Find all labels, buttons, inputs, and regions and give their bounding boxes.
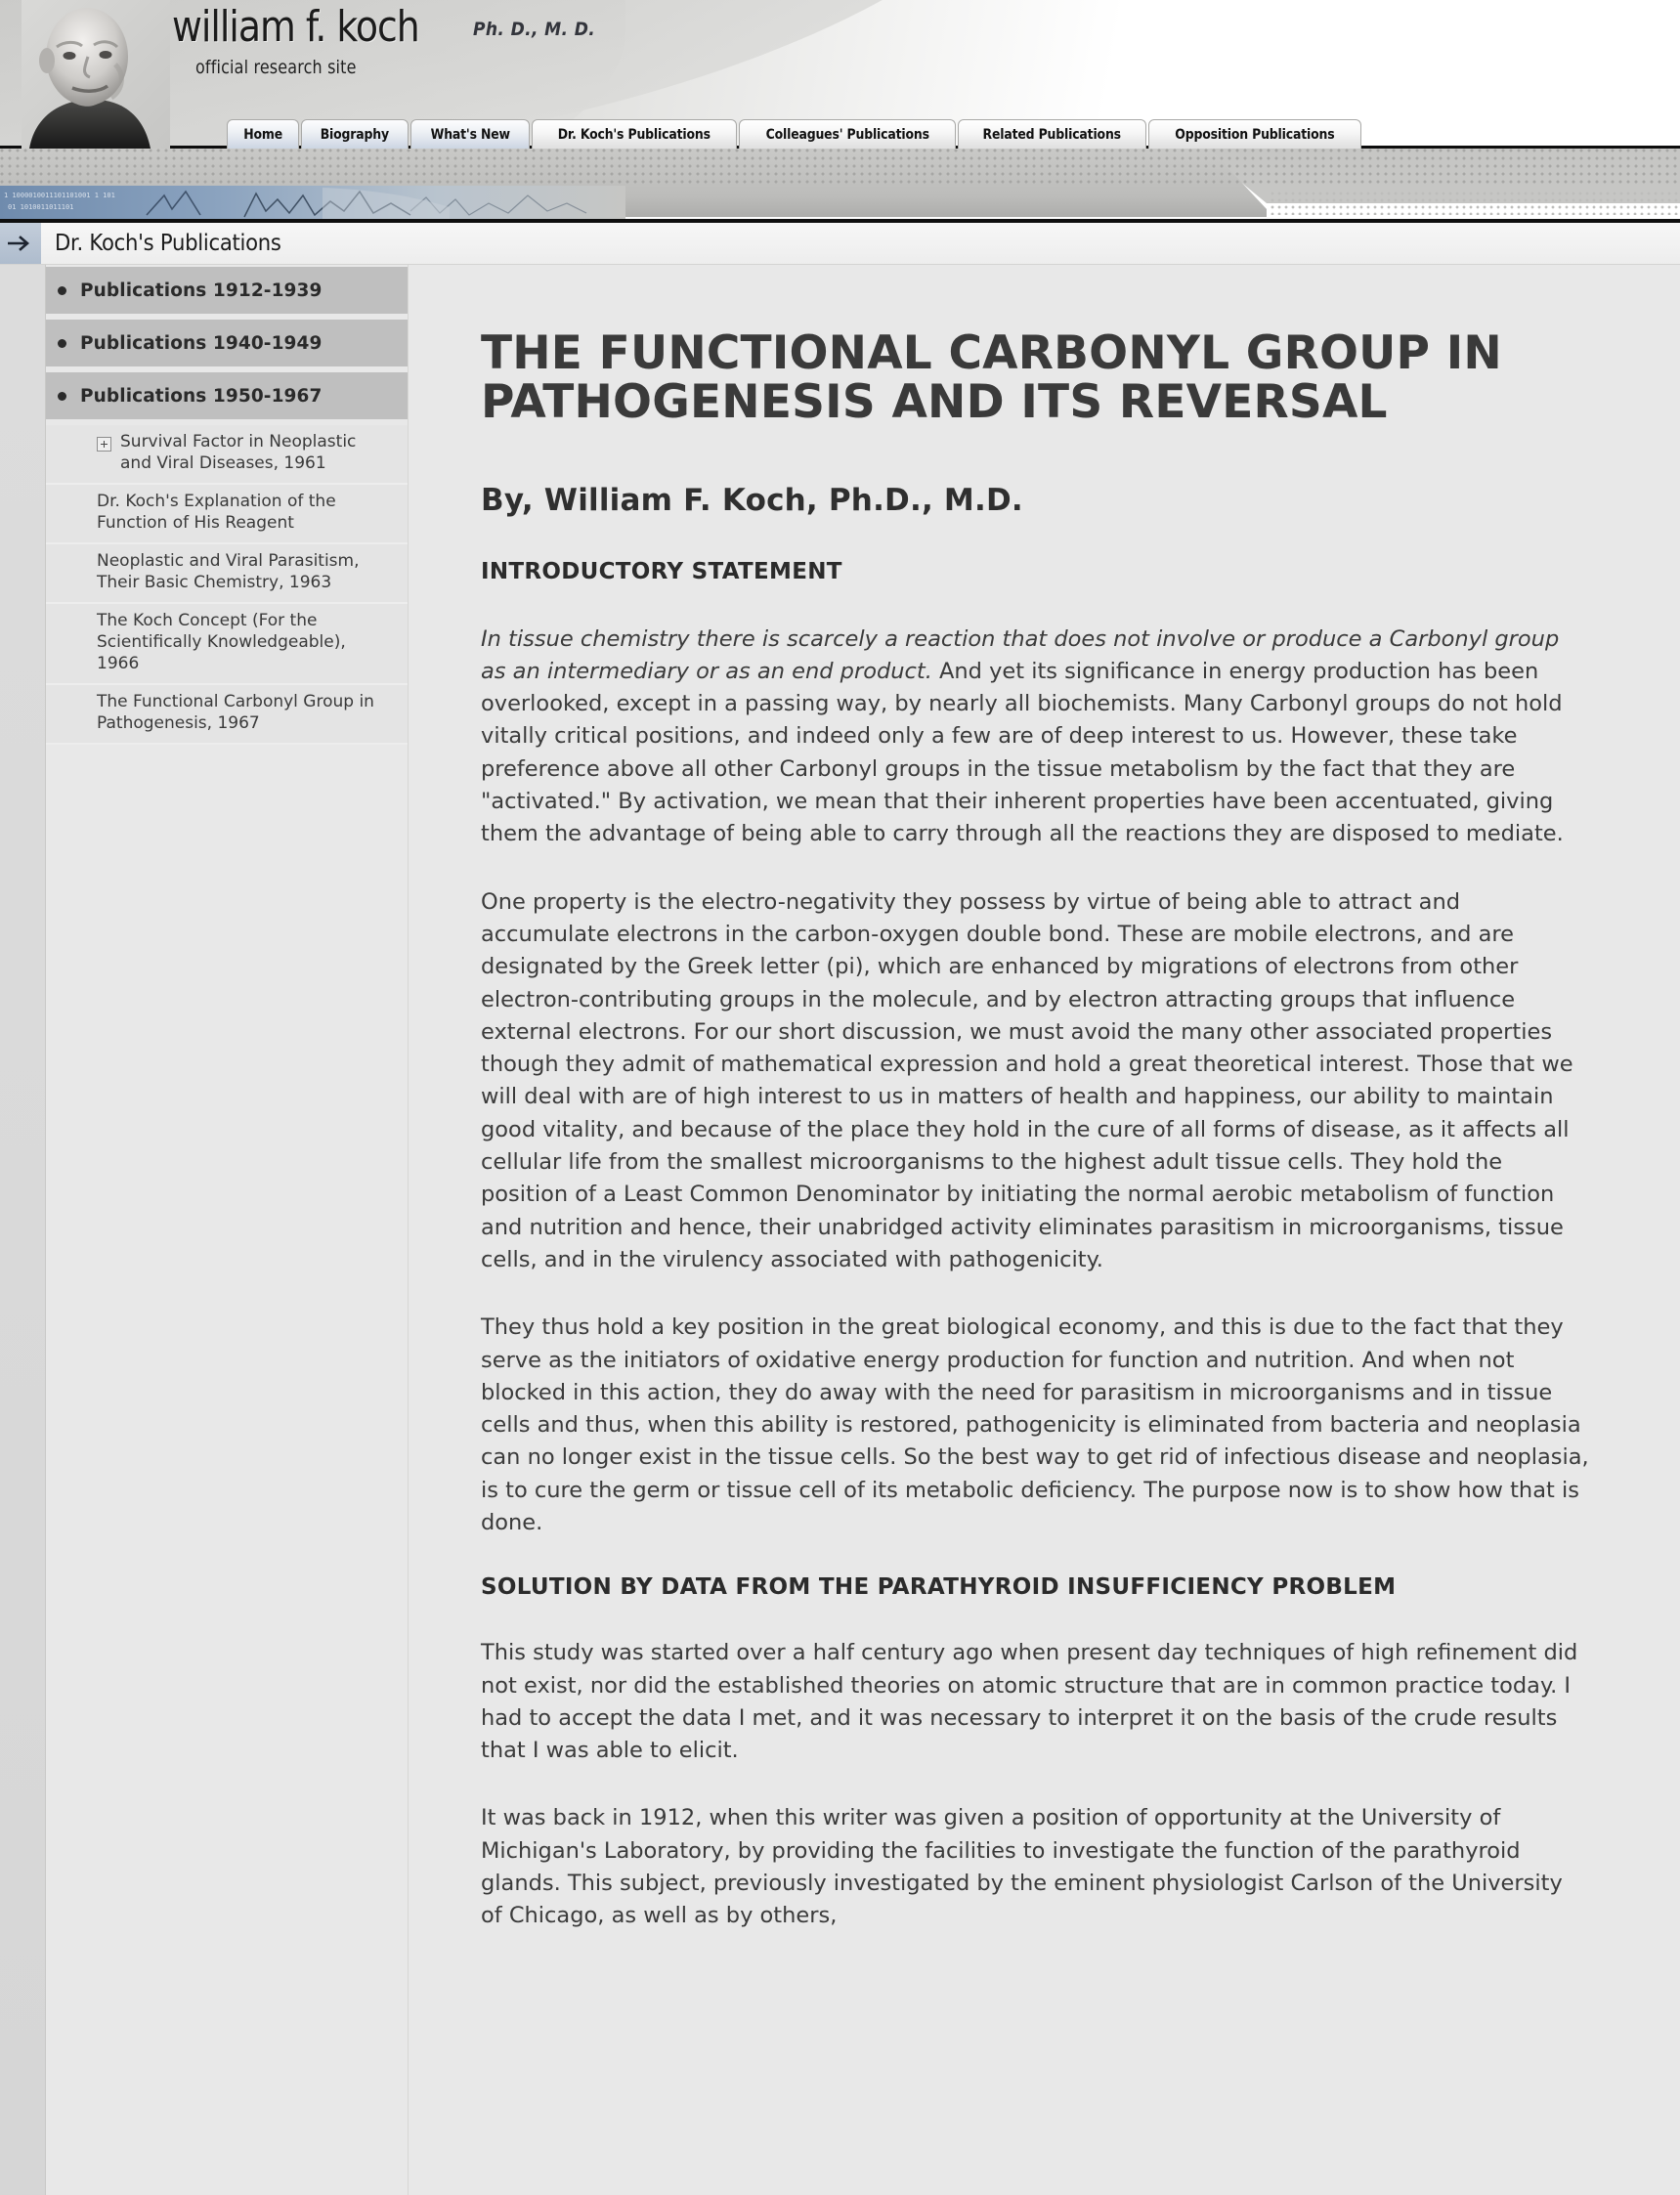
sidebar-section-label: Publications 1940-1949 bbox=[80, 332, 323, 354]
paragraph-4: This study was started over a half century ago when present day techniques of high refinement did not exist, nor did the established theories on atomic structure that are in common practice today. I had to accept the data I met, and it was necessary to interpret it on the basis of the crude results that I was able to elicit. bbox=[481, 1640, 1578, 1764]
portrait-photo bbox=[22, 0, 170, 149]
brand-name: william f. koch bbox=[172, 2, 419, 52]
nav-tab-label: Colleagues' Publications bbox=[765, 126, 929, 143]
sidebar-item-label: Dr. Koch's Explanation of the Function of His Reagent bbox=[97, 492, 336, 533]
paragraph-1 bbox=[481, 624, 1590, 851]
nav-tab-dr-koch-s-publications[interactable] bbox=[532, 119, 737, 149]
nav-tab-label: What's New bbox=[430, 126, 510, 143]
decorative-band bbox=[0, 149, 1680, 223]
sidebar-item-label: Survival Factor in Neoplastic and Viral Diseases, 1961 bbox=[120, 432, 357, 473]
sidebar-item-2[interactable] bbox=[46, 485, 408, 544]
main-navigation-tabs bbox=[227, 117, 1363, 149]
expand-plus-icon[interactable] bbox=[97, 437, 111, 452]
nav-tab-label: Home bbox=[243, 126, 283, 143]
nav-tab-biography[interactable] bbox=[301, 119, 409, 149]
nav-tab-label: Opposition Publications bbox=[1175, 126, 1335, 143]
right-arrow-icon[interactable] bbox=[0, 223, 41, 264]
nav-tab-what-s-new[interactable] bbox=[410, 119, 531, 149]
nav-tab-home[interactable] bbox=[227, 119, 299, 149]
sidebar-section-publications-1950-1967[interactable] bbox=[46, 372, 408, 419]
nav-tab-label: Dr. Koch's Publications bbox=[558, 126, 711, 143]
sidebar-item-label: The Koch Concept (For the Scientifically Knowledgeable), 1966 bbox=[97, 611, 346, 673]
sidebar-item-5[interactable] bbox=[46, 685, 408, 745]
bullet-icon bbox=[58, 286, 66, 295]
sidebar-section-label: Publications 1950-1967 bbox=[80, 385, 323, 407]
page-title: THE FUNCTIONAL CARBONYL GROUP IN PATHOGENESIS AND ITS REVERSAL bbox=[481, 326, 1502, 430]
sidebar-navigation bbox=[46, 265, 408, 2195]
section-heading-introductory: INTRODUCTORY STATEMENT bbox=[481, 558, 842, 584]
paragraph-1-italic-lead: In tissue chemistry there is scarcely a reaction that does not involve or produce a Carbonyl group as an intermediary or as an end product. bbox=[481, 625, 1560, 684]
sidebar-section-publications-1912-1939[interactable] bbox=[46, 267, 408, 314]
nav-tab-related-publications[interactable] bbox=[958, 119, 1145, 149]
sidebar-item-4[interactable] bbox=[46, 604, 408, 685]
brand-degrees: Ph. D., M. D. bbox=[473, 19, 596, 40]
band-data-waveform-image bbox=[0, 186, 625, 219]
sidebar-section-publications-1940-1949[interactable] bbox=[46, 320, 408, 366]
nav-tab-label: Related Publications bbox=[982, 126, 1122, 143]
sidebar-item-label: Neoplastic and Viral Parasitism, Their Basic Chemistry, 1963 bbox=[97, 551, 360, 592]
article-container bbox=[408, 265, 1680, 2195]
bullet-icon bbox=[58, 339, 66, 348]
brand-subtitle: official research site bbox=[195, 57, 357, 78]
sidebar-item-3[interactable] bbox=[46, 544, 408, 604]
sidebar-item-1[interactable] bbox=[46, 425, 408, 485]
nav-tab-opposition-publications[interactable] bbox=[1148, 119, 1361, 149]
band-dot-texture-right bbox=[1271, 192, 1680, 215]
paragraph-1-rest: And yet its significance in energy production has been overlooked, except in a passing way, by nearly all biochemists. Many Carbonyl groups do not hold vitally critical positions, and indeed only a few are of deep interest to us. However, these take preference above all other Carbonyl groups in the tissue metabolism by the fact that they are "activated." By activation, we mean that their inherent properties have been accentuated, giving them the advantage of being able to carry through all the reactions they are disposed to mediate. bbox=[481, 658, 1564, 847]
brand-block bbox=[172, 2, 609, 78]
sidebar-item-label: The Functional Carbonyl Group in Pathogenesis, 1967 bbox=[97, 692, 374, 733]
paragraph-3: They thus hold a key position in the great biological economy, and this is due to the fact that they serve as the initiators of oxidative energy production for function and nutrition. And when not blocked in this action, they do away with the need for parasitism in microorganisms and in tissue cells and thus, when this ability is restored, pathogenicity is eliminated from bacteria and neoplasia can no longer exist in the tissue cells. So the best way to get rid of infectious disease and neoplasia, is to cure the germ or tissue cell of its metabolic deficiency. The purpose now is to show how that is done. bbox=[481, 1314, 1589, 1535]
paragraph-2: One property is the electro-negativity they possess by virtue of being able to attract and accumulate electrons in the carbon-oxygen double bond. These are mobile electrons, and are designated by the Greek letter (pi), which are enhanced by migrations of electrons from other electron-contributing groups in the molecule, and by electron attracting groups that influence external electrons. For our short discussion, we must avoid the many other associated properties though they admit of mathematical expression and hold a great theoretical interest. Those that we will deal with are of high interest to us in matters of health and happiness, our ability to maintain good vitality, and because of the place they hold in the cure of all forms of disease, as it affects all cellular life from the smallest microorganisms to the highest adult tissue cells. They hold the position of a Least Common Denominator by initiating the normal aerobic metabolism of function and nutrition and hence, their unabridged activity eliminates parasitism in microorganisms, tissue cells, and in the virulency associated with pathogenicity. bbox=[481, 888, 1573, 1272]
page-body bbox=[0, 265, 1680, 2195]
svg-text:01 1010011011101: 01 1010011011101 bbox=[8, 203, 74, 211]
site-header bbox=[0, 0, 1680, 149]
breadcrumb bbox=[0, 223, 1680, 265]
sidebar-section-label: Publications 1912-1939 bbox=[80, 280, 323, 301]
svg-text:1 1000010011101101001 1 101: 1 1000010011101101001 1 101 bbox=[4, 192, 115, 199]
bullet-icon bbox=[58, 392, 66, 401]
band-dot-texture bbox=[0, 149, 1680, 188]
breadcrumb-title bbox=[41, 223, 301, 264]
article bbox=[481, 326, 1590, 1933]
nav-tab-colleagues-publications[interactable] bbox=[739, 119, 956, 149]
nav-tab-label: Biography bbox=[320, 126, 390, 143]
paragraph-5: It was back in 1912, when this writer was given a position of opportunity at the University of Michigan's Laboratory, by providing the facilities to investigate the function of the parathyroid glands. This subject, previously investigated by the eminent physiologist Carlson of the University of Chicago, as well as by others, bbox=[481, 1805, 1563, 1929]
author-byline: By, William F. Koch, Ph.D., M.D. bbox=[481, 482, 1023, 518]
left-rail bbox=[0, 265, 46, 2195]
breadcrumb-title-text: Dr. Koch's Publications bbox=[55, 231, 281, 256]
section-heading-solution: SOLUTION BY DATA FROM THE PARATHYROID INSUFFICIENCY PROBLEM bbox=[481, 1574, 1397, 1601]
